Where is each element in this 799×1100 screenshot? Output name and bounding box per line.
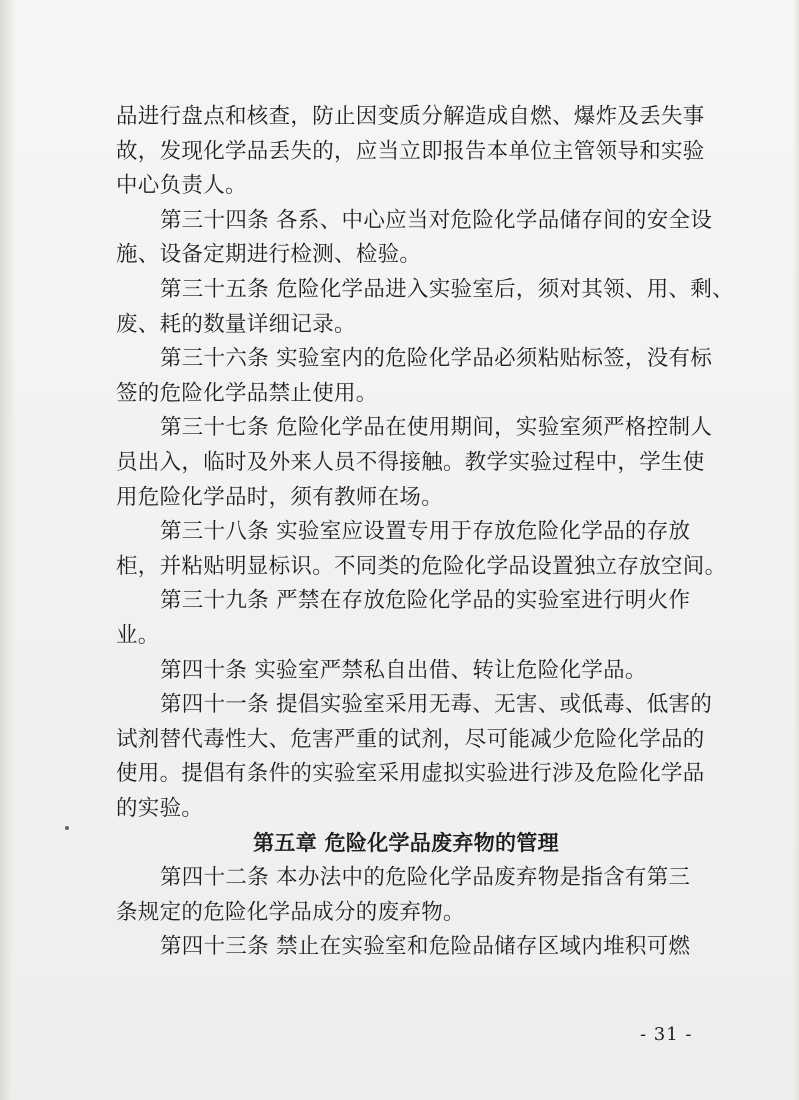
text-line: 品进行盘点和核查，防止因变质分解造成自燃、爆炸及丢失事 [116, 104, 705, 129]
text-line: 用危险化学品时，须有教师在场。 [116, 484, 444, 510]
page-number: - 31 - [640, 1024, 693, 1045]
text-line: 柜，并粘贴明显标识。不同类的危险化学品设置独立存放空间。 [116, 553, 727, 579]
scan-speck [65, 826, 69, 830]
text-line: 员出入，临时及外来人员不得接触。教学实验过程中，学生使 [116, 449, 705, 475]
text-line: 废、耗的数量详细记录。 [116, 311, 356, 337]
text-line: 第四十三条 禁止在实验室和危险品储存区域内堆积可燃 [160, 934, 691, 960]
text-line: 第四十一条 提倡实验室采用无毒、无害、或低毒、低害的 [160, 692, 713, 718]
text-line: 条规定的危险化学品成分的废弃物。 [116, 899, 465, 925]
text-line: 签的危险化学品禁止使用。 [116, 380, 378, 406]
chapter-heading: 第五章 危险化学品废弃物的管理 [253, 831, 559, 856]
text-line: 第四十条 实验室严禁私自出借、转让危险化学品。 [160, 657, 647, 683]
text-line: 故，发现化学品丢失的，应当立即报告本单位主管领导和实验 [116, 138, 705, 164]
text-line: 试剂替代毒性大、危害严重的试剂，尽可能减少危险化学品的 [116, 726, 705, 752]
text-line: 第三十四条 各系、中心应当对危险化学品储存间的安全设 [160, 207, 713, 233]
scan-right-edge-shadow [793, 0, 799, 1100]
text-line: 中心负责人。 [116, 173, 247, 199]
text-line: 第三十五条 危险化学品进入实验室后，须对其领、用、剩、 [160, 276, 734, 302]
text-line: 业。 [116, 622, 160, 648]
text-line: 第四十二条 本办法中的危险化学品废弃物是指含有第三 [160, 865, 691, 891]
text-line: 第三十七条 危险化学品在使用期间，实验室须严格控制人 [160, 415, 713, 441]
text-line: 施、设备定期进行检测、检验。 [116, 242, 422, 268]
text-line: 第三十六条 实验室内的危险化学品必须粘贴标签，没有标 [160, 346, 713, 372]
scan-left-edge-shadow [0, 0, 16, 1100]
text-line: 使用。提倡有条件的实验室采用虚拟实验进行涉及危险化学品 [116, 761, 705, 787]
text-line: 第三十九条 严禁在存放危险化学品的实验室进行明火作 [160, 588, 691, 614]
document-body [116, 100, 734, 965]
text-line: 的实验。 [116, 795, 204, 821]
text-line: 第三十八条 实验室应设置专用于存放危险化学品的存放 [160, 519, 691, 545]
